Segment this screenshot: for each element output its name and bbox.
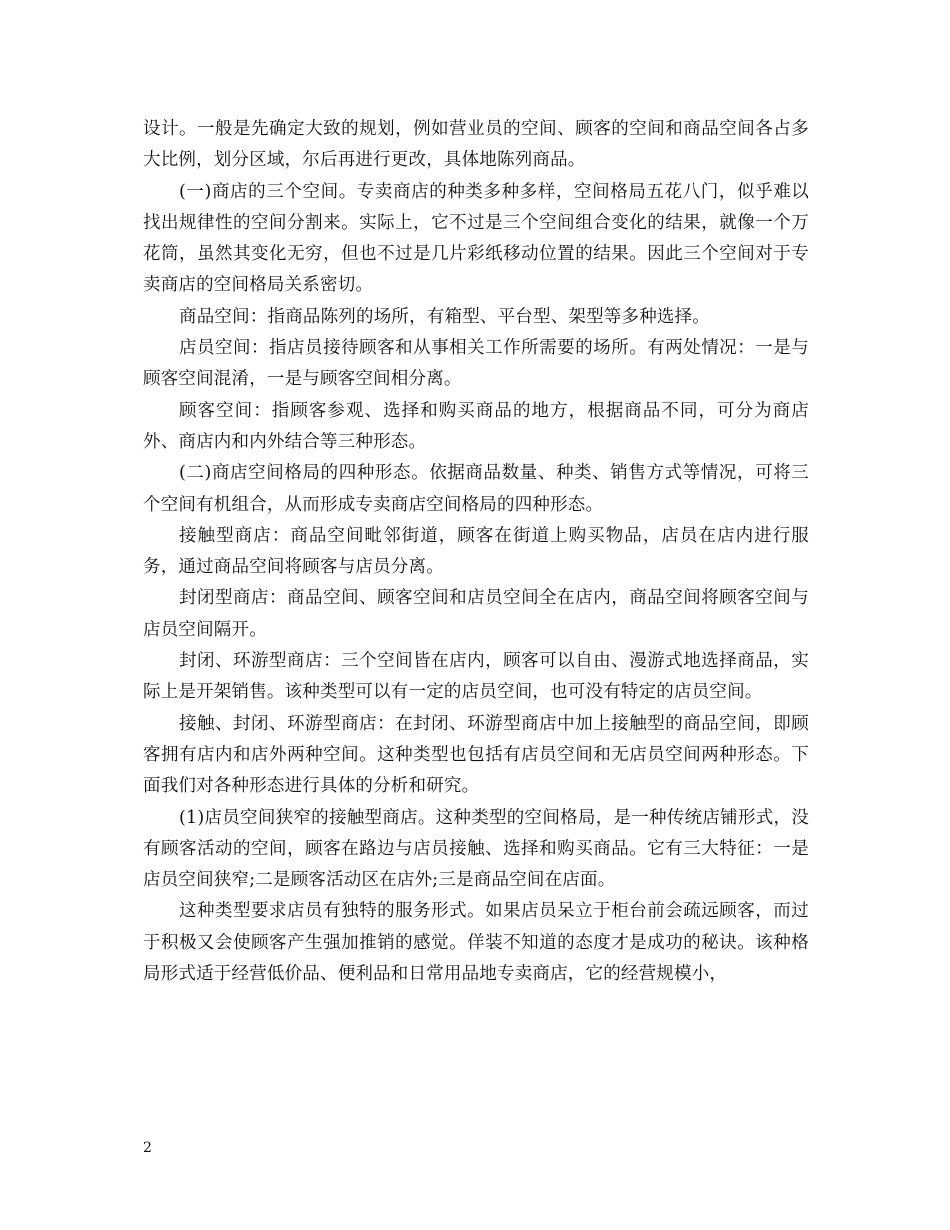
page-number: 2 [143, 1140, 152, 1156]
paragraph-merchandise-space: 商品空间：指商品陈列的场所，有箱型、平台型、架型等多种选择。 [179, 306, 710, 327]
body-text [143, 114, 809, 990]
paragraph-contact-closed-roaming-store: 接触、封闭、环游型商店：在封闭、环游型商店中加上接触型的商品空间，即顾客拥有店内和店外两种空间。这种类型也包括有店员空间和无店员空间两种形态。下面我们对各种形态进行具体的分析和研究。 [143, 713, 809, 797]
paragraph-closed-store: 封闭型商店：商品空间、顾客空间和店员空间全在店内，商品空间将顾客空间与店员空间隔开。 [143, 588, 809, 640]
paragraph-staff-space: 店员空间：指店员接待顾客和从事相关工作所需要的场所。有两处情况：一是与顾客空间混淆，一是与顾客空间相分离。 [143, 338, 809, 390]
paragraph-three-spaces: (一)商店的三个空间。专卖商店的种类多种多样，空间格局五花八门，似乎难以找出规律性的空间分割来。实际上，它不过是三个空间组合变化的结果，就像一个万花筒，虽然其变化无穷，但也不过是几片彩纸移动位置的结果。因此三个空间对于专卖商店的空间格局关系密切。 [143, 181, 809, 296]
paragraph-continuation: 设计。一般是先确定大致的规划，例如营业员的空间、顾客的空间和商品空间各占多大比例，划分区域，尔后再进行更改，具体地陈列商品。 [143, 119, 809, 171]
paragraph-customer-space: 顾客空间：指顾客参观、选择和购买商品的地方，根据商品不同，可分为商店外、商店内和内外结合等三种形态。 [143, 400, 809, 452]
paragraph-contact-store: 接触型商店：商品空间毗邻街道，顾客在街道上购买物品，店员在店内进行服务，通过商品空间将顾客与店员分离。 [143, 525, 809, 578]
paragraph-service-style: 这种类型要求店员有独特的服务形式。如果店员呆立于柜台前会疏远顾客，而过于积极又会使顾客产生强加推销的感觉。佯装不知道的态度才是成功的秘诀。该种格局形式适于经营低价品、便利品和日常用品地专卖商店，它的经营规模小， [143, 901, 809, 985]
paragraph-closed-roaming-store: 封闭、环游型商店：三个空间皆在店内，顾客可以自由、漫游式地选择商品，实际上是开架销售。该种类型可以有一定的店员空间，也可没有特定的店员空间。 [143, 651, 809, 703]
paragraph-narrow-staff-space: (1)店员空间狭窄的接触型商店。这种类型的空间格局，是一种传统店铺形式，没有顾客活动的空间，顾客在路边与店员接触、选择和购买商品。它有三大特征：一是店员空间狭窄;二是顾客活动区在店外;三是商品空间在店面。 [143, 807, 809, 891]
paragraph-four-forms: (二)商店空间格局的四种形态。依据商品数量、种类、销售方式等情况，可将三个空间有机组合，从而形成专卖商店空间格局的四种形态。 [143, 463, 809, 515]
